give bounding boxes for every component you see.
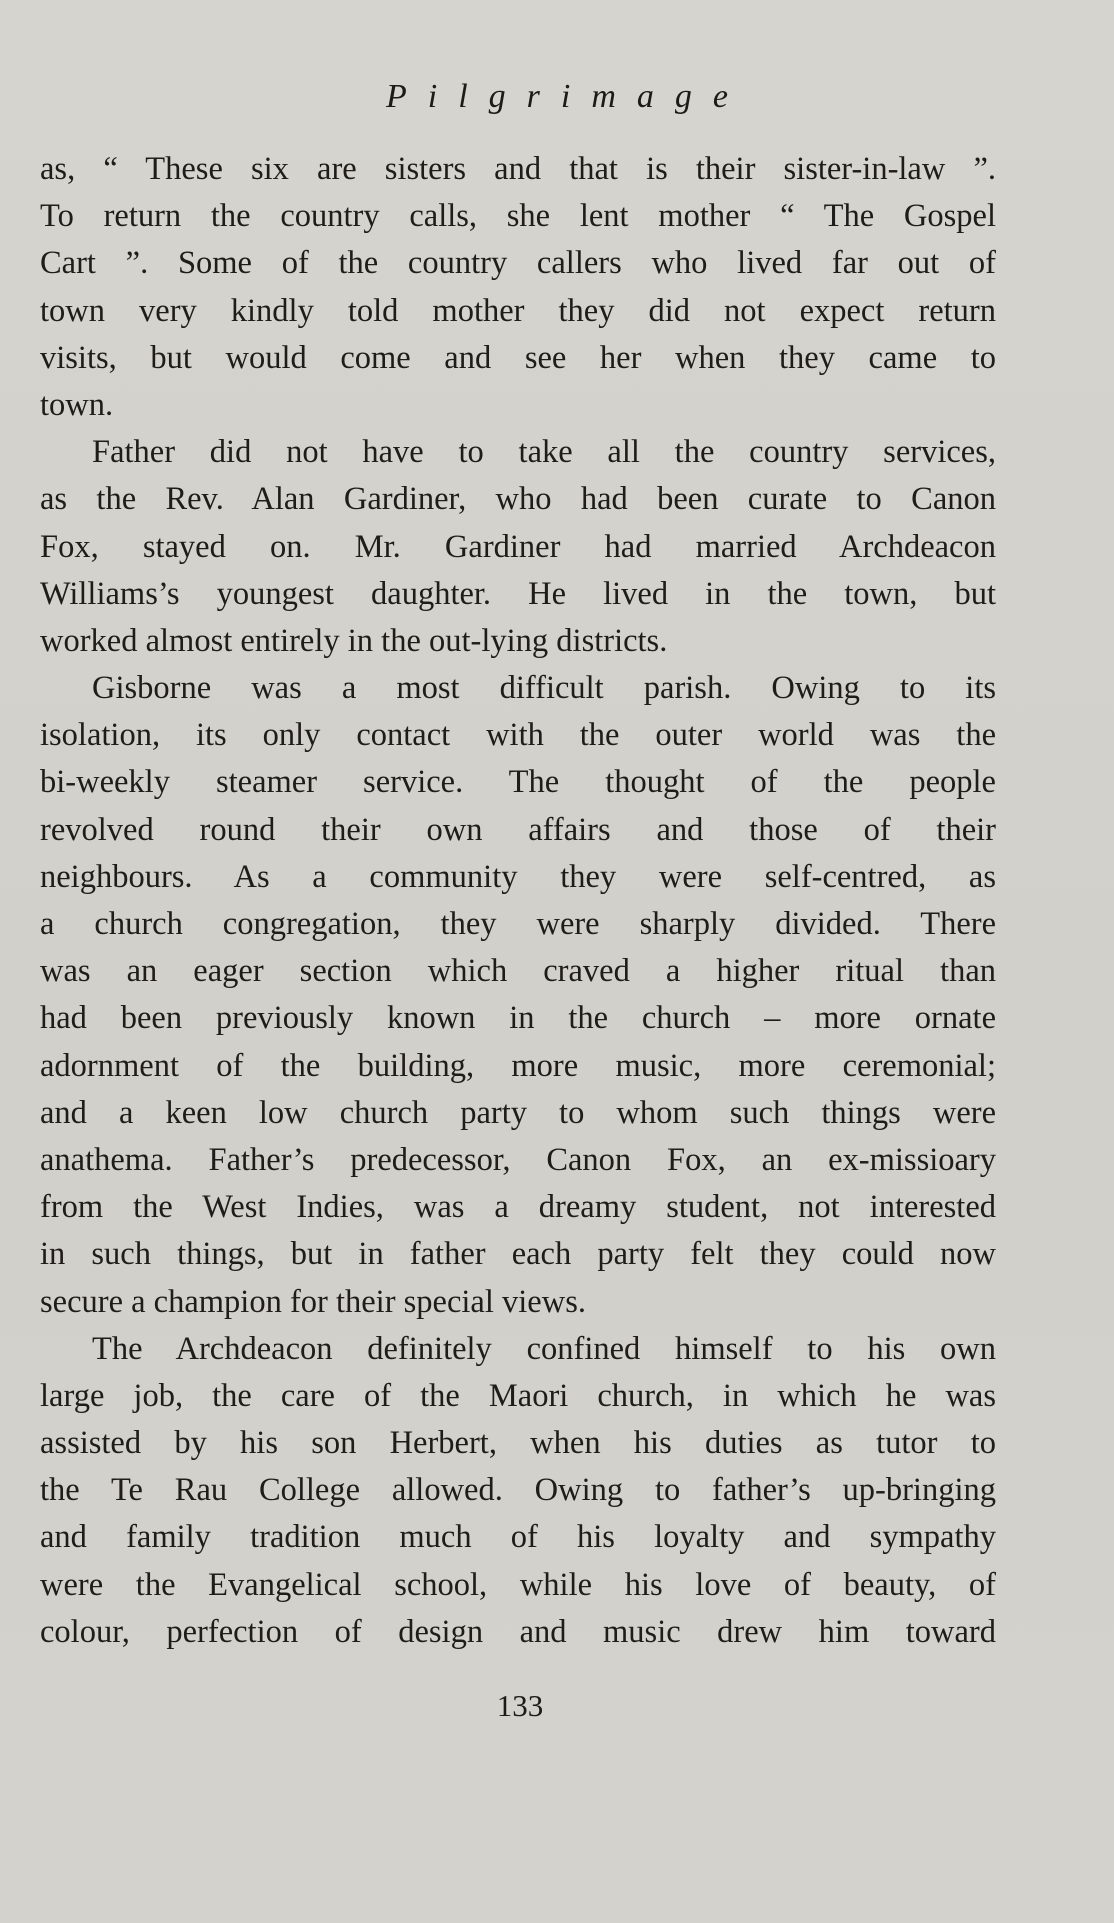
text-line: To return the country calls, she lent mother “ The Gospel (40, 198, 996, 235)
text-line: town very kindly told mother they did not expect return (40, 292, 996, 329)
text-line: large job, the care of the Maori church, in which he was (40, 1377, 996, 1414)
text-line: neighbours. As a community they were self-centred, as (40, 858, 996, 895)
text-line: adornment of the building, more music, more ceremonial; (40, 1047, 996, 1084)
text-line: bi-weekly steamer service. The thought of the people (40, 764, 996, 801)
text-line: in such things, but in father each party felt they could now (40, 1236, 996, 1273)
text-line: assisted by his son Herbert, when his duties as tutor to (40, 1425, 996, 1462)
body-text (40, 146, 996, 1656)
text-line: and a keen low church party to whom such things were (40, 1094, 996, 1131)
text-line: was an eager section which craved a higher ritual than (40, 953, 996, 990)
text-line: as the Rev. Alan Gardiner, who had been curate to Canon (40, 481, 996, 518)
page-number: 133 (496, 1688, 544, 1723)
text-line: were the Evangelical school, while his love of beauty, of (40, 1566, 996, 1603)
text-line: visits, but would come and see her when they came to (40, 339, 996, 376)
text-line: The Archdeacon definitely confined himself to his own (92, 1330, 996, 1367)
text-line: from the West Indies, was a dreamy student, not interested (40, 1189, 996, 1226)
running-head: Pilgrimage (386, 78, 749, 115)
text-line: Cart ”. Some of the country callers who lived far out of (40, 245, 996, 282)
text-line: town. (40, 386, 114, 423)
text-line: revolved round their own affairs and those of their (40, 811, 996, 848)
text-line: isolation, its only contact with the outer world was the (40, 717, 996, 754)
text-line: Fox, stayed on. Mr. Gardiner had married Archdeacon (40, 528, 996, 565)
text-line: secure a champion for their special views. (40, 1283, 586, 1320)
text-line: had been previously known in the church – more ornate (40, 1000, 996, 1037)
text-line: worked almost entirely in the out-lying districts. (40, 622, 668, 659)
text-line: Father did not have to take all the country services, (92, 434, 996, 471)
text-line: and family tradition much of his loyalty and sympathy (40, 1519, 996, 1556)
text-line: colour, perfection of design and music drew him toward (40, 1613, 996, 1650)
text-line: Gisborne was a most difficult parish. Owing to its (92, 670, 996, 707)
text-line: the Te Rau College allowed. Owing to father’s up-bringing (40, 1472, 996, 1509)
text-line: as, “ These six are sisters and that is their sister-in-law ”. (40, 151, 996, 187)
text-line: Williams’s youngest daughter. He lived in the town, but (40, 575, 996, 612)
text-line: anathema. Father’s predecessor, Canon Fox, an ex-missioary (40, 1141, 996, 1178)
text-line: a church congregation, they were sharply divided. There (40, 906, 996, 942)
